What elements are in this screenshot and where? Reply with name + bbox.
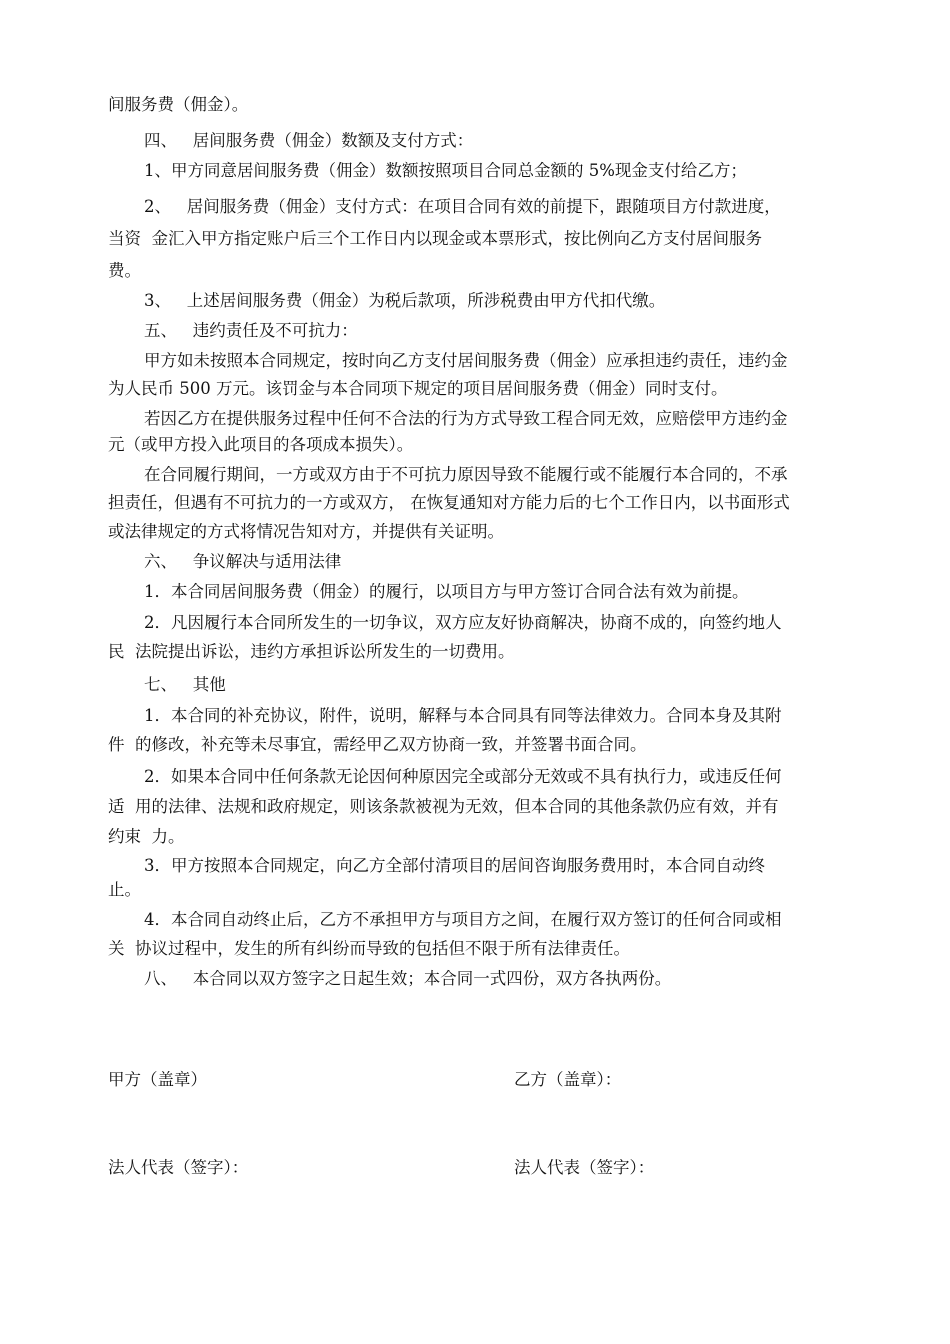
clause-7-1: 1．本合同的补充协议，附件，说明，解释与本合同具有同等法律效力。合同本身及其附 bbox=[144, 706, 782, 725]
clause-6-1: 1．本合同居间服务费（佣金）的履行，以项目方与甲方签订合同合法有效为前提。 bbox=[144, 582, 749, 601]
party-b-seal-label: 乙方（盖章）： bbox=[514, 1070, 622, 1089]
party-a-representative-label: 法人代表（签字）： bbox=[108, 1158, 249, 1177]
clause-7-4: 4．本合同自动终止后，乙方不承担甲方与项目方之间，在履行双方签订的任何合同或相 bbox=[144, 910, 782, 929]
text-line: 当资 金汇入甲方指定账户后三个工作日内以现金或本票形式，按比例向乙方支付居间服务 bbox=[108, 229, 762, 248]
text-line: 元（或甲方投入此项目的各项成本损失）。 bbox=[108, 435, 414, 454]
clause-4-3: 3、 上述居间服务费（佣金）为税后款项，所涉税费由甲方代扣代缴。 bbox=[144, 291, 666, 310]
text-line: 关 协议过程中，发生的所有纠纷而导致的包括但不限于所有法律责任。 bbox=[108, 939, 630, 958]
clause-7-2: 2．如果本合同中任何条款无论因何种原因完全或部分无效或不具有执行力，或违反任何 bbox=[144, 767, 782, 786]
clause-7-3: 3．甲方按照本合同规定，向乙方全部付清项目的居间咨询服务费用时，本合同自动终 bbox=[144, 856, 765, 875]
section-heading-8: 八、 本合同以双方签字之日起生效；本合同一式四份，双方各执两份。 bbox=[144, 969, 672, 988]
text-line: 为人民币 500 万元。该罚金与本合同项下规定的项目居间服务费（佣金）同时支付。 bbox=[108, 379, 728, 398]
clause-4-2: 2、 居间服务费（佣金）支付方式：在项目合同有效的前提下，跟随项目方付款进度， bbox=[144, 197, 781, 216]
section-heading-7: 七、 其他 bbox=[144, 675, 226, 694]
paragraph-line: 若因乙方在提供服务过程中任何不合法的行为方式导致工程合同无效，应赔偿甲方违约金 bbox=[144, 409, 788, 428]
clause-6-2: 2．凡因履行本合同所发生的一切争议，双方应友好协商解决，协商不成的，向签约地人 bbox=[144, 613, 782, 632]
text-line: 间服务费（佣金）。 bbox=[108, 95, 249, 114]
text-line: 费。 bbox=[108, 261, 141, 280]
text-line: 件 的修改，补充等未尽事宜，需经甲乙双方协商一致，并签署书面合同。 bbox=[108, 735, 647, 754]
section-heading-6: 六、 争议解决与适用法律 bbox=[144, 552, 342, 571]
clause-4-1: 1、甲方同意居间服务费（佣金）数额按照项目合同总金额的 5%现金支付给乙方； bbox=[144, 161, 747, 180]
text-line: 止。 bbox=[108, 880, 141, 899]
party-b-representative-label: 法人代表（签字）： bbox=[514, 1158, 655, 1177]
text-line: 适 用的法律、法规和政府规定，则该条款被视为无效，但本合同的其他条款仍应有效，并有 bbox=[108, 797, 779, 816]
text-line: 或法律规定的方式将情况告知对方，并提供有关证明。 bbox=[108, 522, 504, 541]
party-a-seal-label: 甲方（盖章） bbox=[108, 1070, 207, 1089]
paragraph-line: 在合同履行期间，一方或双方由于不可抗力原因导致不能履行或不能履行本合同的，不承 bbox=[144, 465, 788, 484]
text-line: 担责任，但遇有不可抗力的一方或双方， 在恢复通知对方能力后的七个工作日内，以书面形式 bbox=[108, 493, 790, 512]
section-heading-5: 五、 违约责任及不可抗力： bbox=[144, 321, 358, 340]
text-line: 约束 力。 bbox=[108, 827, 185, 846]
paragraph-line: 甲方如未按照本合同规定，按时向乙方支付居间服务费（佣金）应承担违约责任，违约金 bbox=[144, 351, 788, 370]
text-line: 民 法院提出诉讼，违约方承担诉讼所发生的一切费用。 bbox=[108, 642, 515, 661]
section-heading-4: 四、 居间服务费（佣金）数额及支付方式： bbox=[144, 131, 474, 150]
